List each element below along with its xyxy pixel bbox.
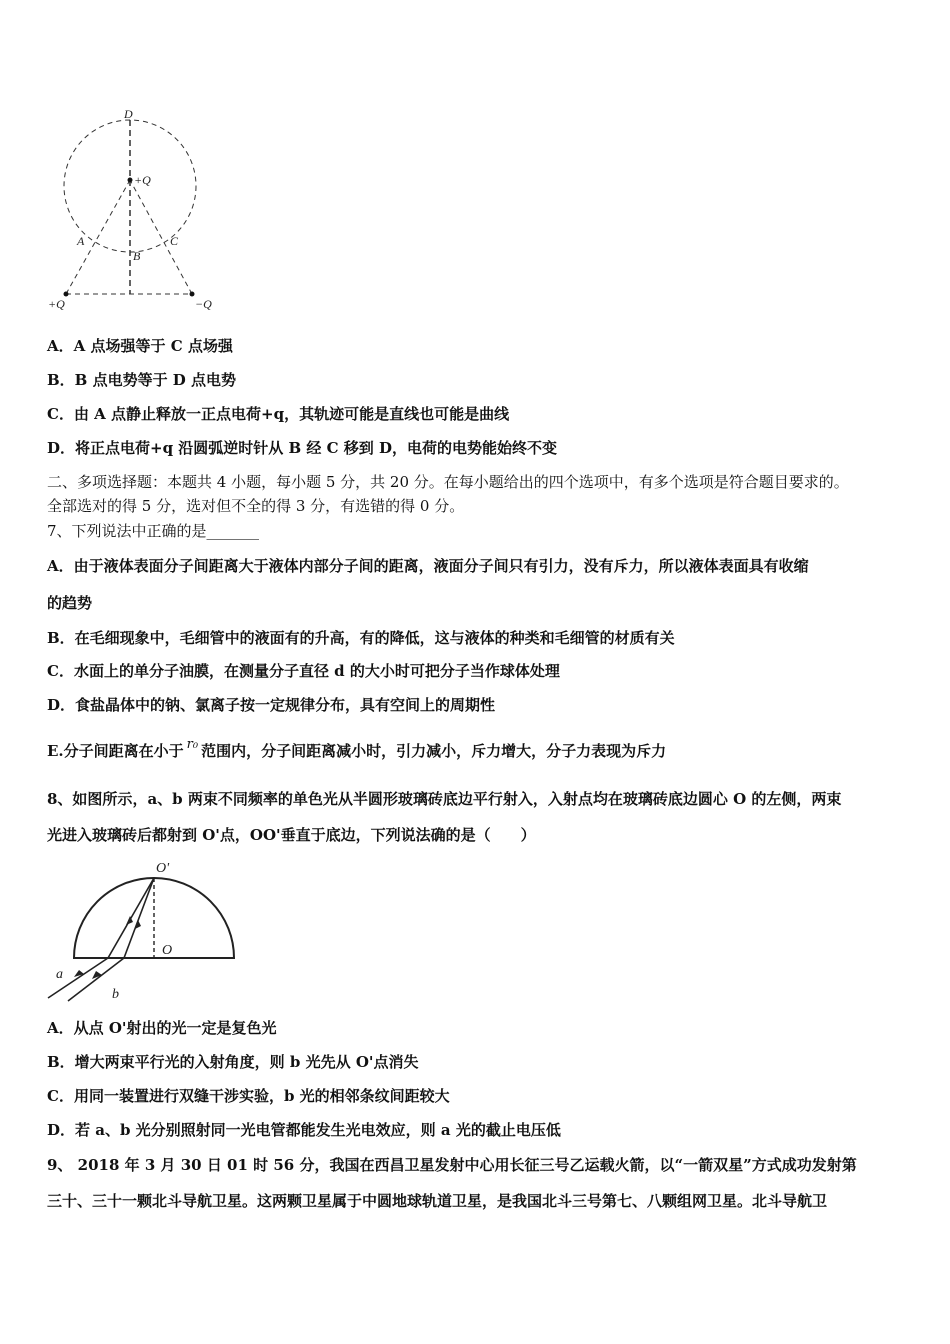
q8-option-a: A．从点 O'射出的光一定是复色光 [47,1019,277,1037]
right-dashed-line [130,180,192,294]
q6-option-b: B．B 点电势等于 D 点电势 [47,371,237,389]
q8-stem-line2: 光进入玻璃砖后都射到 O'点，OO'垂直于底边，下列说法确的是（ ） [47,826,536,844]
right-charge-dot [190,292,195,297]
label-O: O [162,943,173,958]
section2-heading-line2: 全部选对的得 5 分，选对但不全的得 3 分，有选错的得 0 分。 [47,497,465,515]
q8-stem-line1: 8、如图所示，a、b 两束不同频率的单色光从半圆形玻璃砖底边平行射入，入射点均在玻璃砖底边圆心 O 的左侧，两束 [47,790,842,808]
q7-option-a-line1: A．由于液体表面分子间距离大于液体内部分子间的距离，液面分子间只有引力，没有斥力，所以液体表面具有收缩 [47,557,809,575]
ray-b-inside [124,878,154,958]
q6-option-d: D．将正点电荷+q 沿圆弧逆时针从 B 经 C 移到 D，电荷的电势能始终不变 [47,439,558,457]
left-charge-dot [64,292,69,297]
label-D: D [124,108,133,121]
section2-heading-line1: 二、多项选择题：本题共 4 小题，每小题 5 分，共 20 分。在每小题给出的四个选项中，有多个选项是符合题目要求的。 [47,473,849,491]
label-O-prime: O' [156,861,170,876]
label-B: B [133,249,141,263]
label-b: b [112,987,119,1002]
q9-line1: 9、 2018 年 3 月 30 日 01 时 56 分，我国在西昌卫星发射中心用长征三号乙运载火箭，以“一箭双星”方式成功发射第 [47,1156,857,1174]
q8-option-d: D．若 a、b 光分别照射同一光电管都能发生光电效应，则 a 光的截止电压低 [47,1121,561,1139]
q7-option-e-after: 范围内，分子间距离减小时，引力减小，斥力增大，分子力表现为斥力 [201,742,667,760]
q6-option-c: C．由 A 点静止释放一正点电荷+q，其轨迹可能是直线也可能是曲线 [47,405,510,423]
q7-option-b: B．在毛细现象中，毛细管中的液面有的升高，有的降低，这与液体的种类和毛细管的材质有关 [47,629,675,647]
label-center-charge: +Q [134,173,151,187]
q7-option-d: D．食盐晶体中的钠、氯离子按一定规律分布，具有空间上的周期性 [47,696,496,714]
label-a: a [56,967,63,982]
label-C: C [170,234,179,248]
glass-brick-figure [44,858,244,1006]
charge-circle-figure [40,108,230,314]
q6-option-a: A．A 点场强等于 C 点场强 [47,337,233,355]
q7-option-a-line2: 的趋势 [47,594,93,612]
q7-stem: 7、下列说法中正确的是_______ [47,522,260,540]
label-left-charge: +Q [48,297,65,311]
semicircle-glass [74,878,234,958]
q9-line2: 三十、三十一颗北斗导航卫星。这两颗卫星属于中圆地球轨道卫星，是我国北斗三号第七、八颗组网卫星。北斗导航卫 [47,1192,828,1210]
left-dashed-line [66,180,130,294]
center-charge-dot [128,178,133,183]
label-right-charge: −Q [195,297,212,311]
label-A: A [77,234,85,248]
q7-option-e-before: E.分子间距离在小于 [47,742,184,760]
q8-option-c: C．用同一装置进行双缝干涉实验，b 光的相邻条纹间距较大 [47,1087,450,1105]
r0-symbol: r₀ [186,737,199,752]
q8-option-b: B．增大两束平行光的入射角度，则 b 光先从 O'点消失 [47,1053,419,1071]
q7-option-c: C．水面上的单分子油膜，在测量分子直径 d 的大小时可把分子当作球体处理 [47,662,560,680]
q7-option-e [47,737,667,763]
